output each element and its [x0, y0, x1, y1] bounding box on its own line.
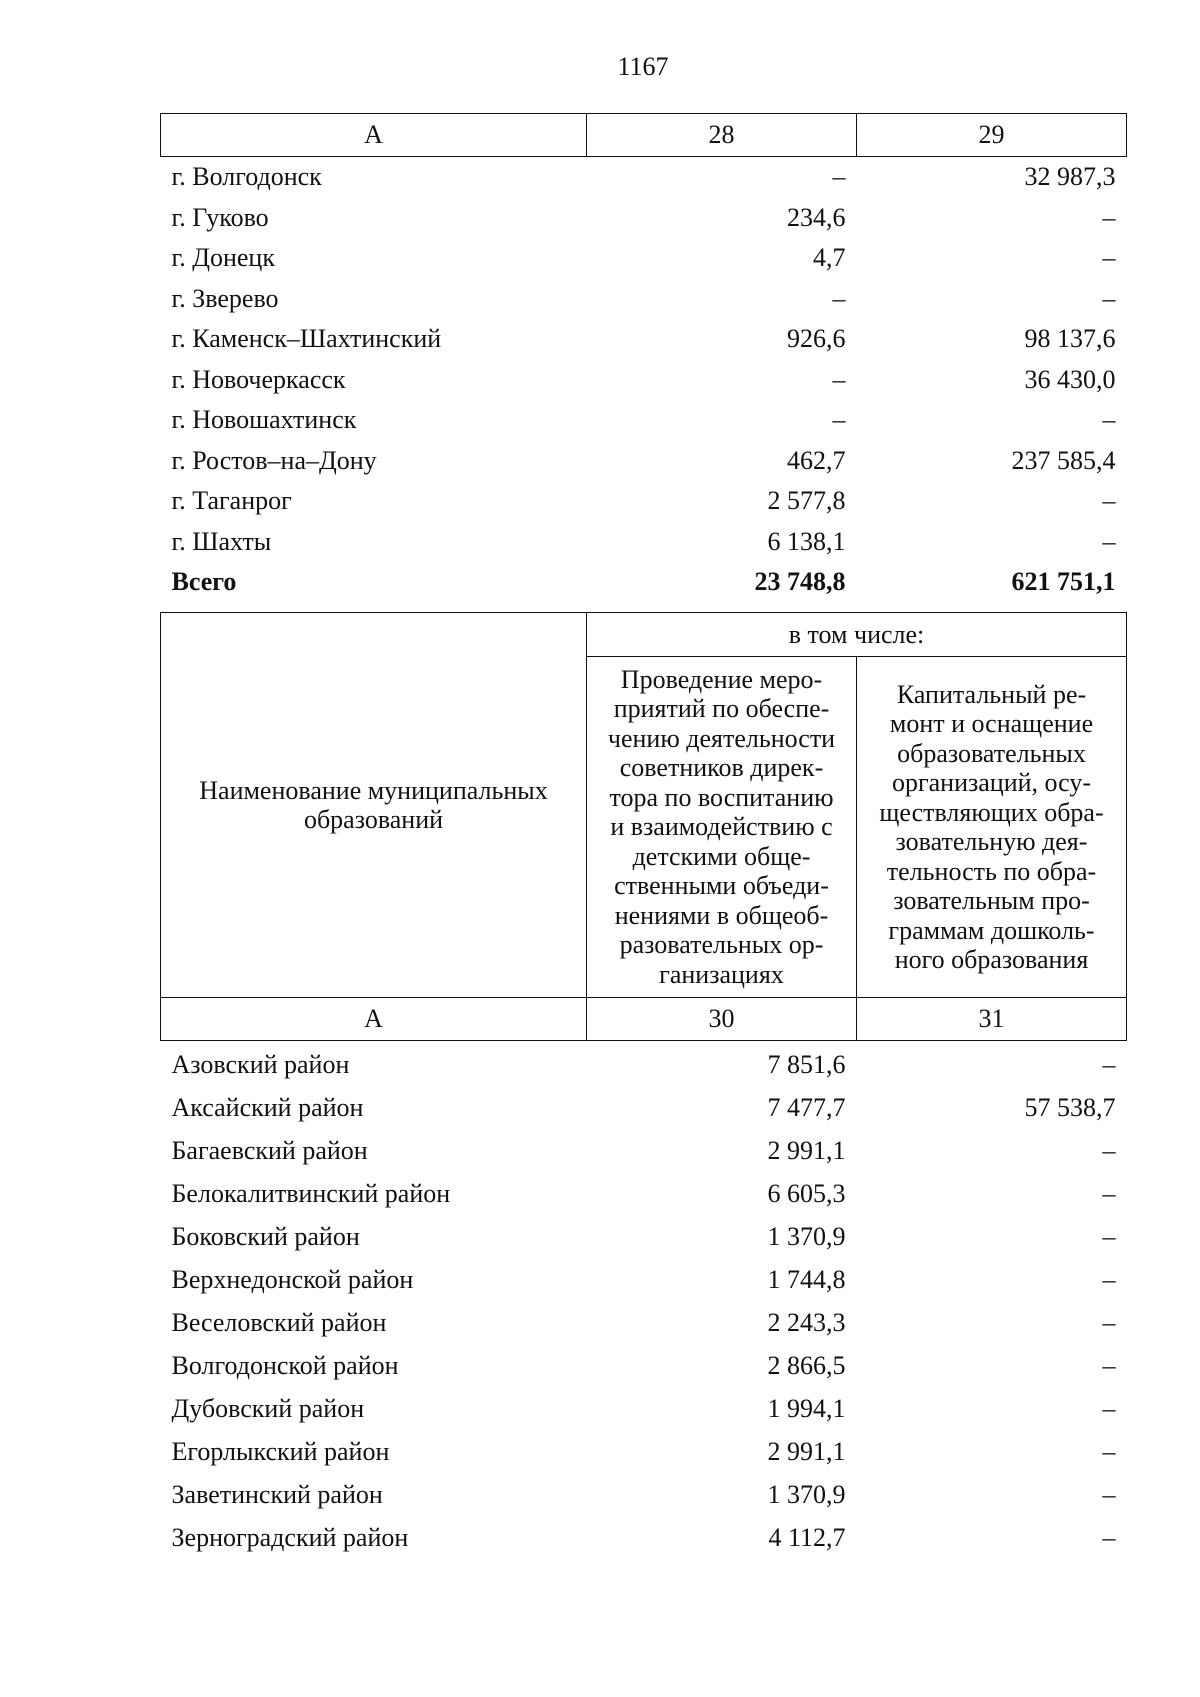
value-cell: 6 605,3: [767, 1178, 846, 1208]
municipality-name-cell: г. Шахты: [171, 526, 272, 556]
municipality-name-cell: Волгодонской район: [171, 1350, 399, 1380]
value-cell: –: [1102, 1350, 1116, 1380]
municipality-name-cell: г. Таганрог: [171, 486, 292, 516]
table-districts: [160, 612, 1127, 1559]
column-header-28: 28: [587, 114, 857, 157]
table-row: [161, 1516, 1127, 1559]
value-cell: 32 987,3: [1024, 162, 1116, 192]
column-header-29: 29: [857, 114, 1127, 157]
table-header-row: [161, 114, 1127, 157]
value-cell: 57 538,7: [1024, 1092, 1116, 1122]
municipality-name-cell: Белокалитвинский район: [171, 1178, 451, 1208]
value-cell: –: [832, 405, 846, 435]
municipality-name-cell: г. Донецк: [171, 243, 275, 273]
table-row: [161, 1344, 1127, 1387]
municipality-name-cell: Веселовский район: [171, 1307, 387, 1337]
value-cell: 1 744,8: [767, 1264, 846, 1294]
value-cell: –: [1102, 1436, 1116, 1466]
column-index-30: 30: [587, 998, 857, 1041]
value-cell: –: [1102, 1307, 1116, 1337]
value-cell: 7 851,6: [767, 1049, 846, 1079]
value-cell: –: [1102, 202, 1116, 232]
table-row: [161, 1215, 1127, 1258]
municipality-name-cell: Багаевский район: [171, 1135, 368, 1165]
table-row: [161, 1301, 1127, 1344]
value-cell: –: [1102, 243, 1116, 273]
value-cell: 621 751,1: [1011, 567, 1116, 597]
municipality-name-cell: Дубовский район: [171, 1393, 365, 1423]
value-cell: 234,6: [787, 202, 846, 232]
table-row: [161, 1041, 1127, 1087]
municipality-name-cell: г. Новошахтинск: [171, 405, 357, 435]
table-row: [161, 360, 1127, 401]
value-cell: 1 994,1: [767, 1393, 846, 1423]
column-header-col31: Капитальный ре- монт и оснащение образовательных организаций, осу- ществляющих обра- зовательную дея- тельность по обра- зовательным про- граммам дошколь- ного образования: [857, 657, 1127, 998]
value-cell: 2 577,8: [767, 486, 846, 516]
table-row: [161, 1172, 1127, 1215]
table-row: [161, 400, 1127, 441]
column-group-header: в том числе:: [587, 613, 1127, 657]
municipality-name-cell: г. Ростов–на–Дону: [171, 445, 377, 475]
value-cell: 2 991,1: [767, 1436, 846, 1466]
table-row: [161, 1086, 1127, 1129]
table-row: [161, 279, 1127, 320]
value-cell: –: [1102, 1049, 1116, 1079]
column-index-row: [161, 998, 1127, 1041]
column-header-col30: Проведение меро- приятий по обеспе- чению деятельности советников дирек- тора по воспитанию и взаимодействию с детскими обще- ственными объеди- нениями в общеоб- разовательных ор- ганизациях: [587, 657, 857, 998]
value-cell: 98 137,6: [1024, 324, 1116, 354]
municipality-name-cell: Всего: [171, 567, 237, 597]
table-row: [161, 1387, 1127, 1430]
value-cell: –: [832, 364, 846, 394]
value-cell: –: [1102, 526, 1116, 556]
table-row: [161, 522, 1127, 563]
value-cell: 1 370,9: [767, 1479, 846, 1509]
value-cell: 1 370,9: [767, 1221, 846, 1251]
table-row: [161, 1430, 1127, 1473]
municipality-name-cell: г. Новочеркасск: [171, 364, 346, 394]
municipality-name-cell: Азовский район: [171, 1049, 350, 1079]
municipality-name-cell: Егорлыкский район: [171, 1436, 390, 1466]
column-index-a: А: [161, 998, 587, 1041]
table-row: [161, 1129, 1127, 1172]
municipality-name-cell: Зерноградский район: [171, 1522, 409, 1552]
column-header-a: А: [161, 114, 587, 157]
municipality-name-cell: г. Зверево: [171, 283, 279, 313]
value-cell: –: [1102, 1221, 1116, 1251]
municipality-name-cell: Аксайский район: [171, 1092, 364, 1122]
column-header-municipality: Наименование муниципальных образований: [161, 613, 587, 998]
municipality-name-cell: Верхнедонской район: [171, 1264, 414, 1294]
value-cell: –: [1102, 1178, 1116, 1208]
value-cell: –: [1102, 283, 1116, 313]
value-cell: –: [1102, 1393, 1116, 1423]
value-cell: 237 585,4: [1011, 445, 1116, 475]
value-cell: –: [832, 283, 846, 313]
value-cell: –: [1102, 1522, 1116, 1552]
municipality-name-cell: Заветинский район: [171, 1479, 383, 1509]
table-row: [161, 157, 1127, 198]
value-cell: 7 477,7: [767, 1092, 846, 1122]
municipality-name-cell: г. Гуково: [171, 202, 269, 232]
value-cell: 2 243,3: [767, 1307, 846, 1337]
table-header-row: [161, 613, 1127, 657]
value-cell: –: [1102, 1264, 1116, 1294]
value-cell: –: [832, 162, 846, 192]
value-cell: 926,6: [787, 324, 846, 354]
table-row: [161, 1258, 1127, 1301]
table-row: [161, 238, 1127, 279]
municipality-name-cell: г. Волгодонск: [171, 162, 322, 192]
table-row: [161, 1473, 1127, 1516]
value-cell: 462,7: [787, 445, 846, 475]
table-cities: [160, 113, 1127, 603]
value-cell: 6 138,1: [767, 526, 846, 556]
value-cell: 4,7: [813, 243, 846, 273]
table-row: [161, 441, 1127, 482]
column-index-31: 31: [857, 998, 1127, 1041]
value-cell: 2 866,5: [767, 1350, 846, 1380]
municipality-name-cell: г. Каменск–Шахтинский: [171, 324, 442, 354]
table-row: [161, 481, 1127, 522]
total-row: [161, 562, 1127, 603]
value-cell: 23 748,8: [754, 567, 846, 597]
value-cell: –: [1102, 1135, 1116, 1165]
value-cell: –: [1102, 486, 1116, 516]
table-row: [161, 198, 1127, 239]
municipality-name-cell: Боковский район: [171, 1221, 360, 1251]
value-cell: 2 991,1: [767, 1135, 846, 1165]
value-cell: 36 430,0: [1024, 364, 1116, 394]
page-number: 1167: [617, 52, 669, 81]
value-cell: –: [1102, 405, 1116, 435]
table-row: [161, 319, 1127, 360]
value-cell: –: [1102, 1479, 1116, 1509]
value-cell: 4 112,7: [768, 1522, 846, 1552]
